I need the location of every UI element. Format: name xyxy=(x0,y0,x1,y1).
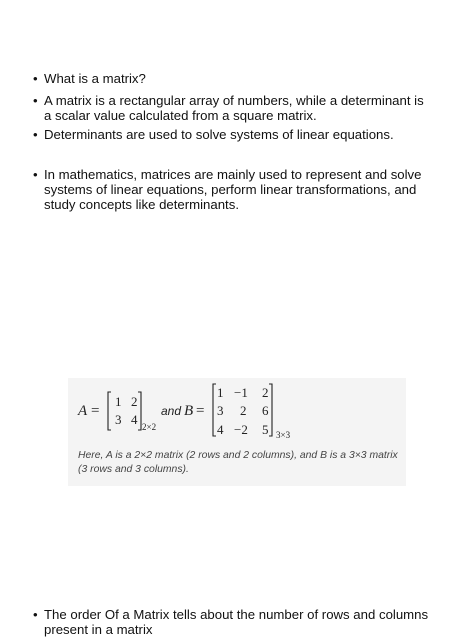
matrix-equation xyxy=(68,378,406,448)
equals-sign-b: = xyxy=(196,403,205,419)
bullet-what-is-matrix xyxy=(33,71,433,86)
matrix-b-cell: 2 xyxy=(240,403,247,418)
matrix-b-right-bracket xyxy=(269,384,272,436)
matrix-b-cell: 6 xyxy=(262,403,269,418)
matrix-b-cell: −1 xyxy=(234,385,248,400)
matrix-a-cell: 1 xyxy=(115,394,122,409)
matrix-b-name: B xyxy=(184,403,194,419)
matrix-a-right-bracket xyxy=(138,392,141,430)
matrix-a-left-bracket xyxy=(108,392,111,430)
bullet-text: A matrix is a rectangular array of numbers, while a determinant is a scalar value calculated from a square matrix. xyxy=(44,93,424,123)
matrix-example-figure xyxy=(68,378,406,486)
matrix-b-cell: −2 xyxy=(234,422,248,437)
bullet-text: What is a matrix? xyxy=(44,71,146,86)
bullet-determinants-use xyxy=(33,127,433,142)
matrix-a-cell: 2 xyxy=(131,394,138,409)
bullet-matrices-applications xyxy=(33,167,433,212)
matrix-b-cell: 4 xyxy=(217,422,224,437)
matrix-b-order: 3×3 xyxy=(276,430,291,440)
matrix-b-cell: 1 xyxy=(217,385,224,400)
bullet-matrix-definition xyxy=(33,93,433,123)
bullet-dot: • xyxy=(33,71,38,86)
matrix-b-left-bracket xyxy=(213,384,216,436)
matrix-a-cell: 3 xyxy=(115,412,122,427)
bullet-dot: • xyxy=(33,93,38,108)
matrix-a-name: A xyxy=(78,403,88,419)
matrix-a-cell: 4 xyxy=(131,412,138,427)
matrix-b-cell: 5 xyxy=(262,422,269,437)
matrix-b-cell: 3 xyxy=(217,403,224,418)
bullet-text: Determinants are used to solve systems of linear equations. xyxy=(44,127,394,142)
bullet-dot: • xyxy=(33,127,38,142)
equals-sign-a: = xyxy=(91,403,100,419)
bullet-matrix-order xyxy=(33,607,433,637)
bullet-text: The order Of a Matrix tells about the number of rows and columns present in a matrix xyxy=(44,607,429,637)
figure-caption: Here, A is a 2×2 matrix (2 rows and 2 columns), and B is a 3×3 matrix (3 rows and 3 columns). xyxy=(78,450,398,475)
connector-text: and xyxy=(161,404,182,418)
bullet-dot: • xyxy=(33,607,38,622)
bullet-dot: • xyxy=(33,167,38,182)
matrix-b-cell: 2 xyxy=(262,385,269,400)
bullet-text: In mathematics, matrices are mainly used to represent and solve systems of linear equations, perform linear transformations, and study concepts like determinants. xyxy=(44,167,422,212)
matrix-a-order: 2×2 xyxy=(142,422,157,432)
